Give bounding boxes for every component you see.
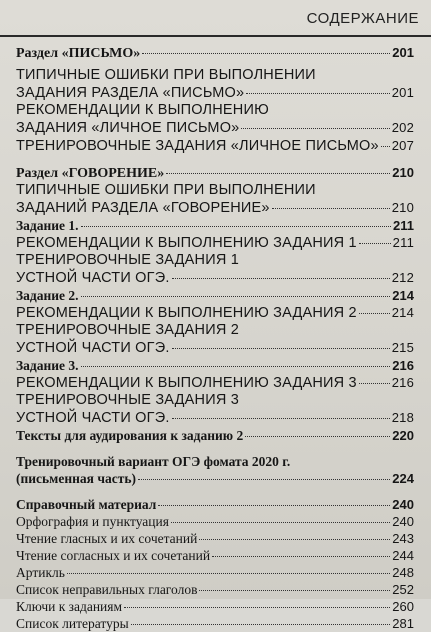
toc-entry-task-3[interactable]: Задание 3. 216 — [16, 358, 414, 373]
header-rule — [0, 35, 431, 37]
toc-entry-task-2-recommendations[interactable]: РЕКОМЕНДАЦИИ К ВЫПОЛНЕНИЮ ЗАДАНИЯ 2 214 — [16, 305, 414, 321]
toc-entry-letter-training[interactable]: ТРЕНИРОВОЧНЫЕ ЗАДАНИЯ «ЛИЧНОЕ ПИСЬМО» 207 — [16, 138, 414, 154]
toc-entry-listening-texts[interactable]: Тексты для аудирования к заданию 2 220 — [16, 428, 414, 443]
toc-entry-section-speaking[interactable]: Раздел «ГОВОРЕНИЕ» 210 — [16, 165, 414, 181]
toc-entry-line: Тренировочный вариант ОГЭ фомата 2020 г. — [16, 454, 291, 469]
toc-entry-task-3-training[interactable]: УСТНОЙ ЧАСТИ ОГЭ. 218 — [16, 410, 414, 426]
toc-entry-line: ТРЕНИРОВОЧНЫЕ ЗАДАНИЯ 1 — [16, 252, 240, 268]
toc-entry-answer-keys[interactable]: Ключи к заданиям 260 — [16, 599, 414, 614]
toc-entry-line: ТРЕНИРОВОЧНЫЕ ЗАДАНИЯ 3 — [16, 392, 240, 408]
toc-entry-task-2[interactable]: Задание 2. 214 — [16, 288, 414, 303]
toc-entry-bibliography[interactable]: Список литературы 281 — [16, 616, 414, 631]
toc-entry-article[interactable]: Артикль 248 — [16, 565, 414, 580]
toc-entry-writing-errors[interactable]: ЗАДАНИЯ РАЗДЕЛА «ПИСЬМО» 201 — [16, 85, 414, 101]
toc-entry-speaking-errors[interactable]: ЗАДАНИЙ РАЗДЕЛА «ГОВОРЕНИЕ» 210 — [16, 200, 414, 216]
toc-entry-line: ТИПИЧНЫЕ ОШИБКИ ПРИ ВЫПОЛНЕНИИ — [16, 67, 316, 83]
page-header: СОДЕРЖАНИЕ — [306, 10, 419, 27]
table-of-contents — [16, 44, 414, 632]
toc-entry-line: ТРЕНИРОВОЧНЫЕ ЗАДАНИЯ 2 — [16, 322, 240, 338]
toc-entry-reference[interactable]: Справочный материал 240 — [16, 497, 414, 512]
toc-entry-orthography[interactable]: Орфография и пунктуация 240 — [16, 514, 414, 529]
toc-entry-letter-recommendations[interactable]: ЗАДАНИЯ «ЛИЧНОЕ ПИСЬМО» 202 — [16, 120, 414, 136]
toc-entry-training-variant[interactable]: (письменная часть) 224 — [16, 471, 414, 486]
toc-entry-vowels[interactable]: Чтение гласных и их сочетаний 243 — [16, 531, 414, 546]
toc-entry-irregular-verbs[interactable]: Список неправильных глаголов 252 — [16, 582, 414, 597]
toc-entry-task-3-recommendations[interactable]: РЕКОМЕНДАЦИИ К ВЫПОЛНЕНИЮ ЗАДАНИЯ 3 216 — [16, 375, 414, 391]
toc-entry-section-writing[interactable]: Раздел «ПИСЬМО» 201 — [16, 45, 414, 61]
toc-entry-line: ТИПИЧНЫЕ ОШИБКИ ПРИ ВЫПОЛНЕНИИ — [16, 182, 316, 198]
toc-entry-task-2-training[interactable]: УСТНОЙ ЧАСТИ ОГЭ. 215 — [16, 340, 414, 356]
toc-entry-task-1-recommendations[interactable]: РЕКОМЕНДАЦИИ К ВЫПОЛНЕНИЮ ЗАДАНИЯ 1 211 — [16, 235, 414, 251]
toc-entry-consonants[interactable]: Чтение согласных и их сочетаний 244 — [16, 548, 414, 563]
toc-entry-task-1[interactable]: Задание 1. 211 — [16, 218, 414, 233]
toc-entry-line: РЕКОМЕНДАЦИИ К ВЫПОЛНЕНИЮ — [16, 102, 269, 118]
toc-entry-task-1-training[interactable]: УСТНОЙ ЧАСТИ ОГЭ. 212 — [16, 270, 414, 286]
